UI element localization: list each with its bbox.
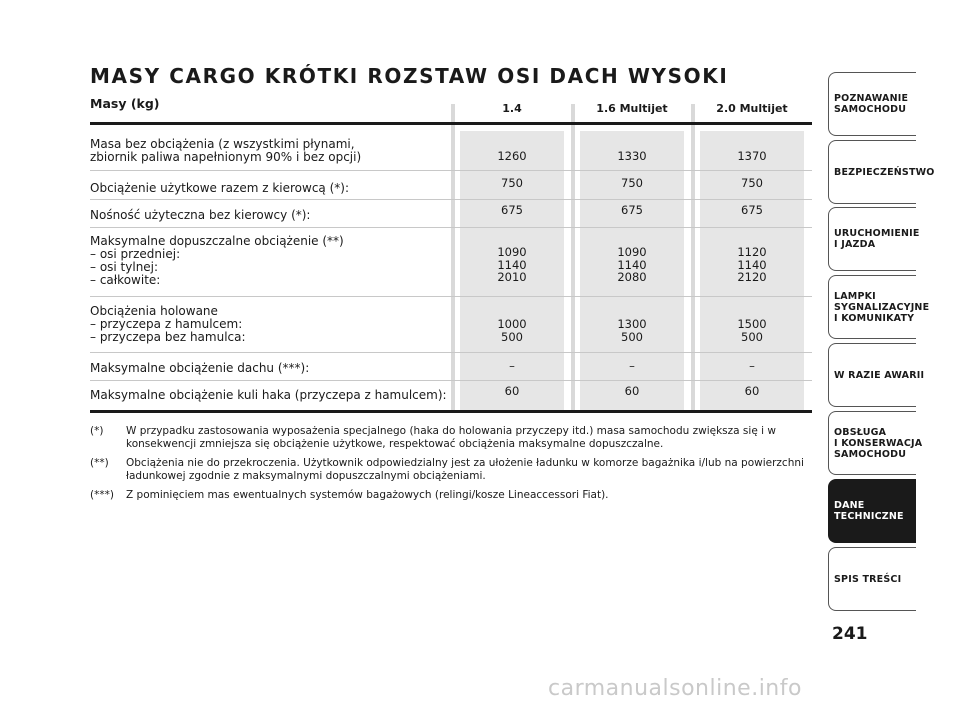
row-divider <box>90 227 812 228</box>
table-subheading: Masy (kg) <box>90 96 160 111</box>
row-label-max-roof-load: Maksymalne obciążenie dachu (***): <box>90 361 310 375</box>
cell-value: 1300 500 <box>617 317 647 344</box>
tab-w-razie-awarii[interactable]: W RAZIE AWARII <box>828 343 916 407</box>
page-title: MASY CARGO KRÓTKI ROZSTAW OSI DACH WYSOKI <box>90 64 729 88</box>
table-top-rule <box>90 122 812 125</box>
row-divider <box>90 380 812 381</box>
cell-value: – <box>629 359 635 373</box>
footnote-mark: (*) <box>90 425 104 437</box>
watermark-text: carmanualsonline.info <box>548 676 802 701</box>
row-label-max-axle-load: Maksymalne dopuszczalne obciążenie (**) – osi przedniej: – osi tylnej: – całkowite: <box>90 234 344 287</box>
table-bottom-rule <box>90 410 812 413</box>
cell-value: 1370 <box>737 149 767 163</box>
cell-value: 60 <box>624 384 640 398</box>
cell-value: 1500 500 <box>737 317 767 344</box>
cell-value: – <box>749 359 755 373</box>
cell-value: 1330 <box>617 149 647 163</box>
row-label-max-hitch-load: Maksymalne obciążenie kuli haka (przyczepa z hamulcem): <box>90 388 447 402</box>
tab-bezpieczenstwo[interactable]: BEZPIECZEŃSTWO <box>828 140 916 204</box>
cell-value: 1090 1140 2010 <box>497 245 527 284</box>
row-label-empty-weight: Masa bez obciążenia (z wszystkimi płynami, zbiornik paliwa napełnionym 90% i bez opcji) <box>90 137 362 164</box>
cell-value: 1120 1140 2120 <box>737 245 767 284</box>
tab-dane-techniczne[interactable]: DANE TECHNICZNE <box>828 479 916 543</box>
row-label-payload-with-driver: Obciążenie użytkowe razem z kierowcą (*): <box>90 181 350 195</box>
cell-value: 60 <box>744 384 760 398</box>
cell-value: 750 <box>741 176 763 190</box>
tab-uruchomienie-i-jazda[interactable]: URUCHOMIENIE I JAZDA <box>828 207 916 271</box>
tab-lampki-sygnalizacyjne[interactable]: LAMPKI SYGNALIZACYJNE I KOMUNIKATY <box>828 275 916 339</box>
row-divider <box>90 199 812 200</box>
cell-value: 750 <box>501 176 523 190</box>
footnote-text: Z pominięciem mas ewentualnych systemów bagażowych (relingi/kosze Lineaccessori Fiat). <box>126 489 609 501</box>
column-header-3: 2.0 Multijet <box>716 102 788 115</box>
page-number: 241 <box>832 624 868 644</box>
cell-value: 675 <box>501 203 523 217</box>
cell-value: 675 <box>741 203 763 217</box>
row-label-capacity-without-driver: Nośność użyteczna bez kierowcy (*): <box>90 208 311 222</box>
tab-spis-tresci[interactable]: SPIS TREŚCI <box>828 547 916 611</box>
cell-value: 1090 1140 2080 <box>617 245 647 284</box>
column-header-2: 1.6 Multijet <box>596 102 668 115</box>
cell-value: 675 <box>621 203 643 217</box>
cell-value: – <box>509 359 515 373</box>
footnote-text: Obciążenia nie do przekroczenia. Użytkownik odpowiedzialny jest za ułożenie ładunku w komorze bagażnika i/lub na powierzchni ładunkowej zgodnie z maksymalnymi dopuszczalnymi obciążeniami. <box>126 457 804 482</box>
footnote-text: W przypadku zastosowania wyposażenia specjalnego (haka do holowania przyczepy itd.) masa samochodu zwiększa się i w konsekwencji zmniejsza się obciążenie użytkowe, respektować obciążenia maksymalne dopuszczalne. <box>126 425 776 450</box>
cell-value: 60 <box>504 384 520 398</box>
footnote-mark: (**) <box>90 457 109 469</box>
row-divider <box>90 296 812 297</box>
column-band-mid <box>571 104 575 410</box>
footnote-mark: (***) <box>90 489 114 501</box>
cell-value: 750 <box>621 176 643 190</box>
row-label-towed-loads: Obciążenia holowane – przyczepa z hamulcem: – przyczepa bez hamulca: <box>90 304 246 344</box>
column-band-right <box>691 104 695 410</box>
row-divider <box>90 352 812 353</box>
tab-poznawanie-samochodu[interactable]: POZNAWANIE SAMOCHODU <box>828 72 916 136</box>
cell-value: 1000 500 <box>497 317 527 344</box>
column-band-left <box>451 104 455 410</box>
tab-obsluga-i-konserwacja[interactable]: OBSŁUGA I KONSERWACJA SAMOCHODU <box>828 411 916 475</box>
row-divider <box>90 170 812 171</box>
column-header-1: 1.4 <box>502 102 522 115</box>
cell-value: 1260 <box>497 149 527 163</box>
